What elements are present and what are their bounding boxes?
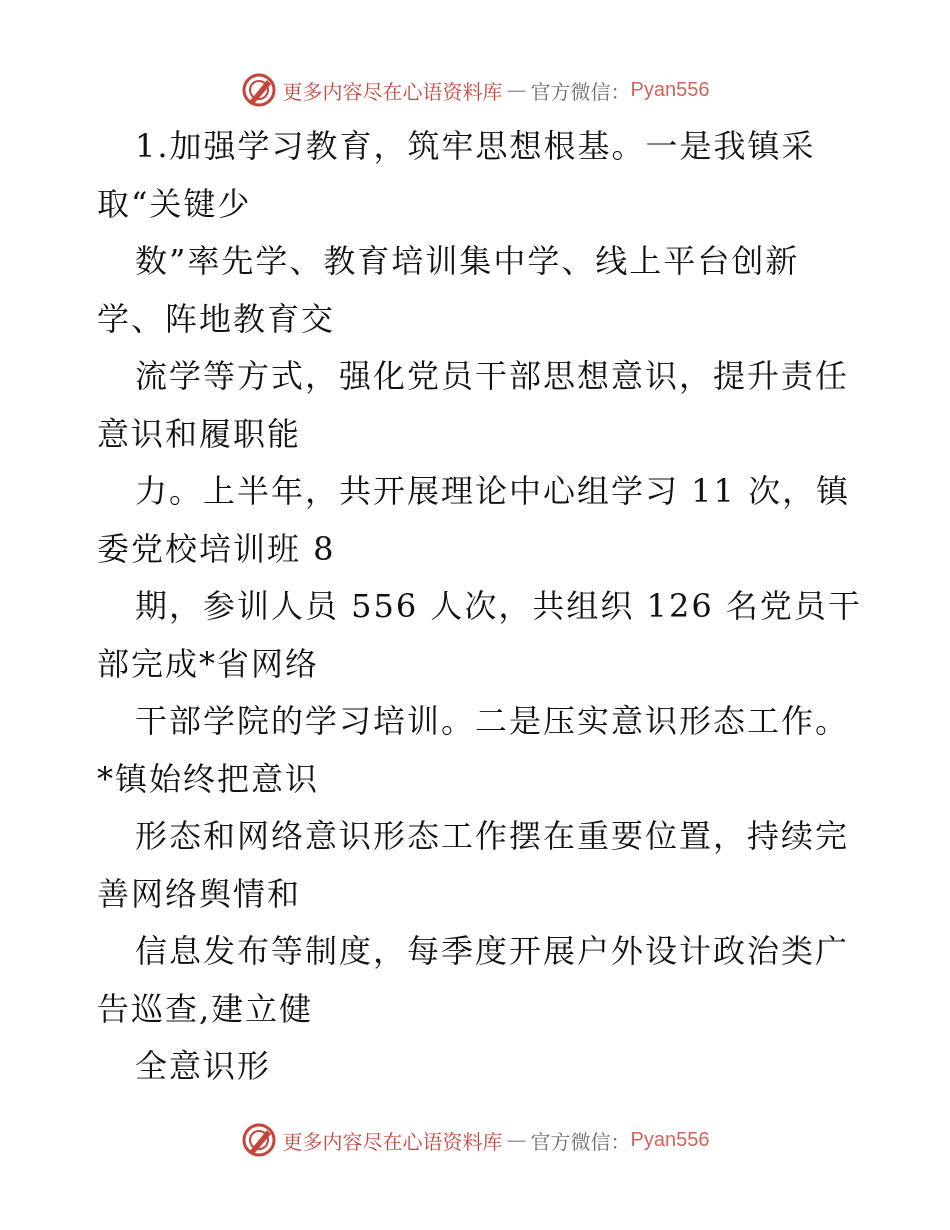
body-line: 取“关键少: [97, 184, 252, 223]
pen-logo-icon: [241, 72, 277, 108]
banner-contact-id: Pyan556: [630, 1128, 710, 1151]
body-line: 形态和网络意识形态工作摆在重要位置，持续完: [135, 817, 850, 855]
body-line: 善网络舆情和: [97, 874, 302, 913]
header-banner: [0, 70, 950, 110]
body-line: 期，参训人员 556 人次，共组织 126 名党员干: [135, 587, 862, 625]
body-line: 干部学院的学习培训。二是压实意识形态工作。: [135, 702, 850, 740]
body-line: 学、阵地教育交: [97, 299, 336, 338]
banner-separator: —: [506, 78, 527, 102]
body-line: 流学等方式，强化党员干部思想意识，提升责任: [135, 357, 850, 395]
body-line: 1.加强学习教育，筑牢思想根基。一是我镇采: [135, 127, 816, 165]
body-line: 告巡查,建立健: [97, 989, 314, 1028]
banner-contact-label: 官方微信：: [530, 1129, 631, 1154]
banner-contact-label: 官方微信：: [530, 79, 631, 104]
pen-logo-icon: [241, 1122, 277, 1158]
body-line: 全意识形: [135, 1047, 272, 1085]
banner-contact-id: Pyan556: [630, 78, 710, 101]
body-line: 信息发布等制度，每季度开展户外设计政治类广: [135, 932, 850, 970]
body-line: 力。上半年，共开展理论中心组学习 11 次，镇: [135, 472, 851, 510]
document-body: [97, 118, 862, 1096]
banner-text: 更多内容尽在心语资料库: [282, 1129, 503, 1154]
body-line: *镇始终把意识: [97, 759, 320, 798]
body-line: 委党校培训班 8: [97, 529, 336, 568]
body-line: 部完成*省网络: [97, 644, 320, 683]
body-line: 数”率先学、教育培训集中学、线上平台创新: [135, 242, 800, 280]
banner-separator: —: [506, 1128, 527, 1152]
body-line: 意识和履职能: [97, 414, 302, 453]
banner-text: 更多内容尽在心语资料库: [282, 79, 503, 104]
footer-banner: [0, 1120, 950, 1160]
